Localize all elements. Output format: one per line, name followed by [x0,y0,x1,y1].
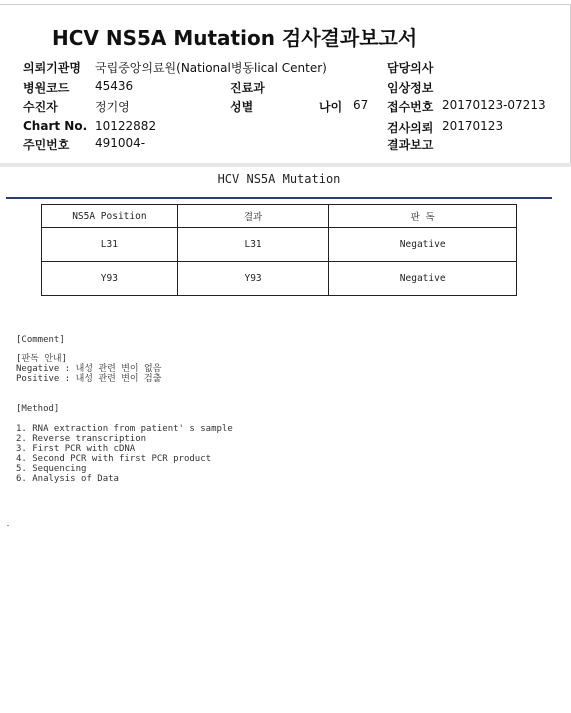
positive-guide: Positive : 내성 관련 변이 검출 [16,374,162,384]
result-section-title: HCV NS5A Mutation [217,172,341,186]
method-step-1: 1. RNA extraction from patient' s sample [16,424,233,434]
resident-no-value: 491004- [95,136,146,150]
method-step-5: 5. Sequencing [16,464,87,474]
result-table [41,204,517,296]
top-border [0,4,571,5]
separator-band [0,163,571,167]
chart-no-label: Chart No. [23,119,88,133]
examinee-label: 수진자 [23,100,58,114]
negative-guide: Negative : 내성 관련 변이 없음 [16,364,162,374]
method-step-6: 6. Analysis of Data [16,474,119,484]
position-cell: L31 [42,228,178,262]
method-step-4: 4. Second PCR with first PCR product [16,454,212,464]
institution-value: 국립중앙의료원(National병동lical Center) [95,61,327,75]
request-date-value: 20170123 [442,119,504,133]
method-step-2: 2. Reverse transcription [16,434,147,444]
department-label: 진료과 [230,81,265,95]
table-row [42,262,517,296]
chart-no-value: 10122882 [95,119,157,133]
scan-mark [7,525,9,526]
hospital-code-value: 45436 [95,79,134,93]
resident-no-label: 주민번호 [23,138,70,152]
report-title: HCV NS5A Mutation 검사결과보고서 [52,26,418,50]
section-divider [6,197,552,199]
result-cell: Y93 [177,262,329,296]
interpretation-cell: Negative [329,228,517,262]
institution-label: 의뢰기관명 [23,61,81,75]
column-header-interpretation: 판 독 [329,205,517,228]
position-cell: Y93 [42,262,178,296]
interpretation-cell: Negative [329,262,517,296]
result-table-header [42,205,517,228]
request-date-label: 검사의뢰 [387,121,434,135]
comment-header: [Comment] [16,335,65,345]
report-date-label: 결과보고 [387,138,434,152]
method-step-3: 3. First PCR with cDNA [16,444,136,454]
clinical-info-label: 임상정보 [387,81,434,95]
method-header: [Method] [16,404,60,414]
guide-header: [판독 안내] [16,354,68,364]
hospital-code-label: 병원코드 [23,81,70,95]
age-label: 나이 [319,100,343,114]
receipt-no-label: 접수번호 [387,100,434,114]
age-value: 67 [353,98,369,112]
column-header-position: NS5A Position [42,205,178,228]
column-header-result: 결과 [177,205,329,228]
examinee-value: 정기영 [95,100,130,114]
receipt-no-value: 20170123-07213 [442,98,546,112]
table-row [42,228,517,262]
sex-label: 성별 [230,100,254,114]
result-cell: L31 [177,228,329,262]
attending-physician-label: 담당의사 [387,61,434,75]
